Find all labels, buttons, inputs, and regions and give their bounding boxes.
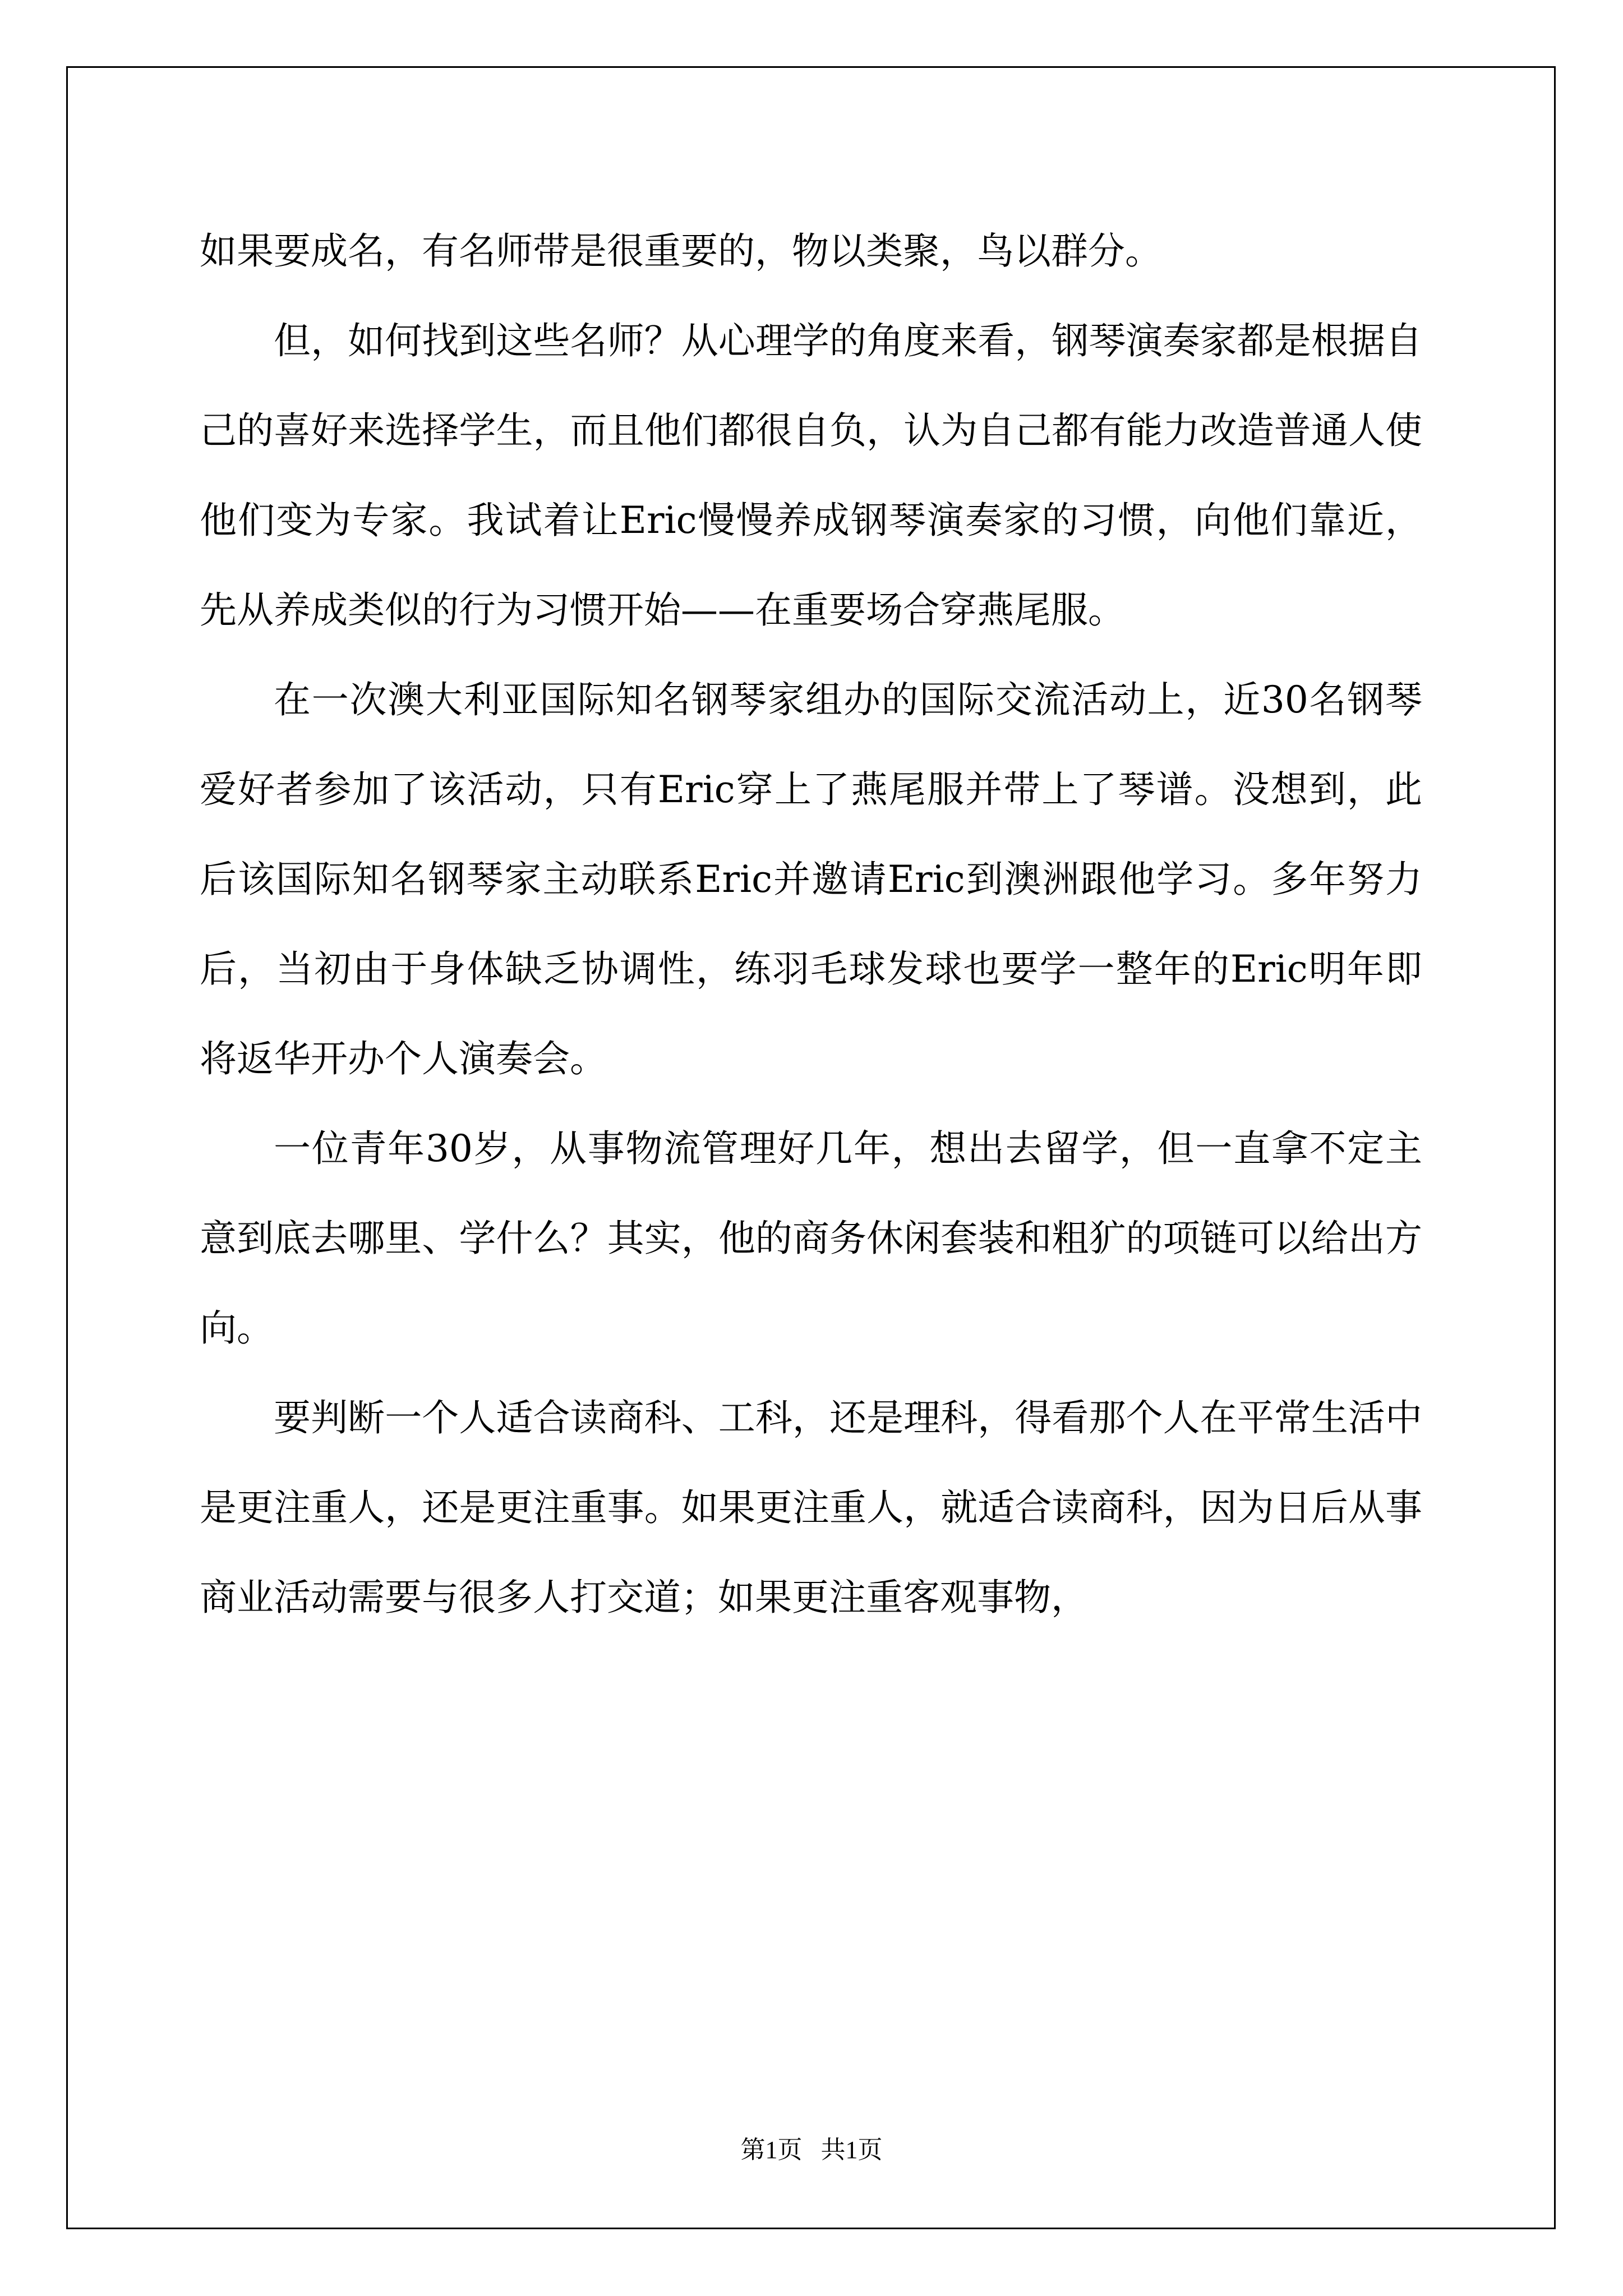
page-footer: [0, 2129, 1623, 2165]
page-number: 第1页: [740, 2136, 803, 2164]
document-body: [200, 206, 1422, 1642]
paragraph-1: 如果要成名，有名师带是很重要的，物以类聚，鸟以群分。: [200, 229, 1162, 273]
paragraph-2: 但，如何找到这些名师？从心理学的角度来看，钢琴演奏家都是根据自己的喜好来选择学生，而且他们都很自负，认为自己都有能力改造普通人使他们变为专家。我试着让Eric慢慢养成钢琴演奏家的习惯，向他们靠近，先从养成类似的行为习惯开始——在重要场合穿燕尾服。: [200, 319, 1422, 632]
page-total: 共1页: [820, 2136, 883, 2164]
paragraph-3: 在一次澳大利亚国际知名钢琴家组办的国际交流活动上，近30名钢琴爱好者参加了该活动，只有Eric穿上了燕尾服并带上了琴谱。没想到，此后该国际知名钢琴家主动联系Eric并邀请Eric到澳洲跟他学习。多年努力后，当初由于身体缺乏协调性，练羽毛球发球也要学一整年的Eric明年即将返华开办个人演奏会。: [200, 678, 1422, 1080]
paragraph-5: 要判断一个人适合读商科、工科，还是理科，得看那个人在平常生活中是更注重人，还是更注重事。如果更注重人，就适合读商科，因为日后从事商业活动需要与很多人打交道；如果更注重客观事物，: [200, 1396, 1422, 1619]
paragraph-4: 一位青年30岁，从事物流管理好几年，想出去留学，但一直拿不定主意到底去哪里、学什么？其实，他的商务休闲套装和粗犷的项链可以给出方向。: [200, 1127, 1422, 1350]
